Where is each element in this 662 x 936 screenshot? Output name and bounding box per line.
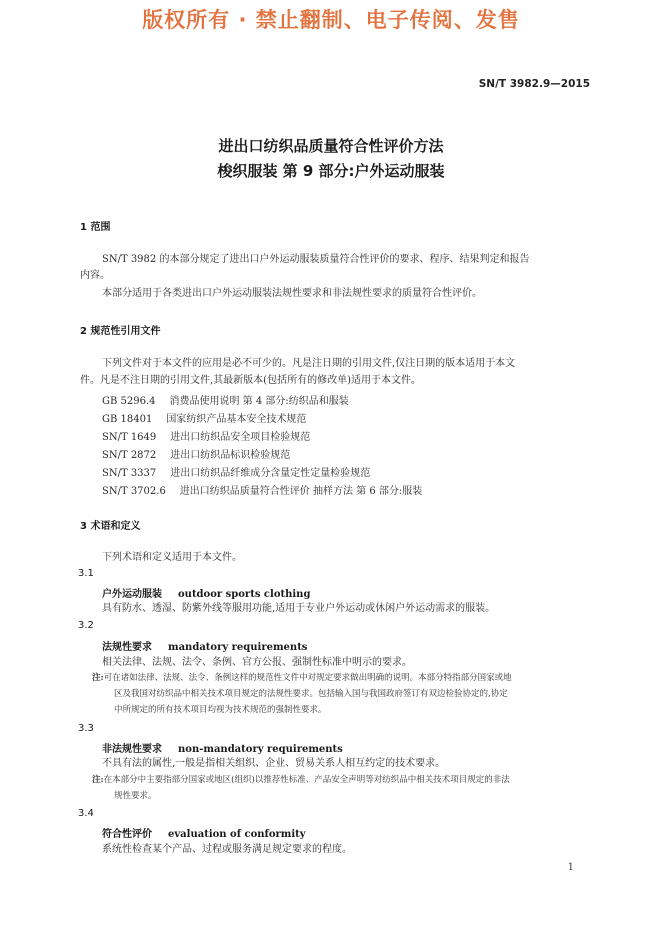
reference-item — [102, 482, 422, 497]
reference-code: GB 18401 — [102, 414, 153, 425]
reference-title: 进出口纺织品纤维成分含量定性定量检验规范 — [170, 468, 371, 479]
term-chinese: 符合性评价 — [102, 829, 152, 840]
section2-intro-line1: 下列文件对于本文件的应用是必不可少的。凡是注日期的引用文件,仅注日期的版本适用于本文 — [102, 358, 516, 369]
reference-title: 进出口纺织品标识检验规范 — [170, 450, 291, 461]
term-definition: 不具有法的属性,一般是指相关组织、企业、贸易关系人相互约定的技术要求。 — [102, 758, 446, 769]
term-chinese: 非法规性要求 — [102, 744, 162, 755]
term-note — [92, 670, 592, 718]
note-label: 注: — [92, 673, 104, 683]
term-heading — [102, 585, 310, 600]
term-english: non-mandatory requirements — [178, 744, 343, 755]
reference-title: 国家纺织产品基本安全技术规范 — [166, 414, 307, 425]
standard-code: SN/T 3982.9—2015 — [478, 78, 590, 90]
term-english: evaluation of conformity — [168, 829, 306, 840]
section2-intro-line2: 件。凡是不注日期的引用文件,其最新版本(包括所有的修改单)适用于本文件。 — [80, 375, 421, 386]
reference-code: SN/T 3337 — [102, 468, 157, 479]
term-english: mandatory requirements — [168, 642, 308, 653]
note-line: 中所规定的所有技术项目均视为技术规范的强制性要求。 — [114, 705, 327, 715]
reference-item — [102, 464, 370, 479]
term-definition: 具有防水、透湿、防紫外线等服用功能,适用于专业户外运动或休闲户外运动需求的服装。 — [102, 603, 496, 614]
reference-code: SN/T 2872 — [102, 450, 157, 461]
section1-heading: 1 范围 — [80, 222, 111, 233]
copyright-watermark: 版权所有 · 禁止翻制、电子传阅、发售 — [142, 8, 520, 32]
term-number: 3.3 — [78, 723, 94, 734]
term-chinese: 户外运动服装 — [102, 589, 162, 600]
reference-code: GB 5296.4 — [102, 396, 156, 407]
reference-code: SN/T 3702.6 — [102, 486, 166, 497]
term-heading — [102, 638, 307, 653]
section1-para1-line2: 内容。 — [80, 270, 110, 281]
note-label: 注: — [92, 775, 104, 785]
note-line: 可在诸如法律、法规、法令、条例这样的规范性文件中对规定要求做出明确的说明。本部分特指部分国家或地 — [103, 673, 512, 683]
term-number: 3.2 — [78, 620, 94, 631]
term-english: outdoor sports clothing — [178, 589, 311, 600]
term-note — [92, 772, 592, 804]
reference-code: SN/T 1649 — [102, 432, 157, 443]
term-number: 3.4 — [78, 808, 94, 819]
reference-title: 进出口纺织品安全项目检验规范 — [170, 432, 311, 443]
reference-item — [102, 410, 306, 425]
section3-heading: 3 术语和定义 — [80, 521, 141, 532]
reference-title: 消费品使用说明 第 4 部分:纺织品和服装 — [169, 396, 349, 407]
note-line: 规性要求。 — [114, 791, 157, 801]
document-title-line2: 梭织服装 第 9 部分:户外运动服装 — [217, 162, 445, 180]
section1-para2: 本部分适用于各类进出口户外运动服装法规性要求和非法规性要求的质量符合性评价。 — [102, 288, 482, 299]
reference-title: 进出口纺织品质量符合性评价 抽样方法 第 6 部分:服装 — [179, 486, 423, 497]
reference-item — [102, 446, 290, 461]
term-definition: 系统性检查某个产品、过程或服务满足规定要求的程度。 — [102, 844, 352, 855]
term-definition: 相关法律、法规、法令、条例、官方公报、强制性标准中明示的要求。 — [102, 657, 412, 668]
term-heading — [102, 740, 343, 755]
page-number: 1 — [567, 862, 574, 873]
document-title-line1: 进出口纺织品质量符合性评价方法 — [218, 137, 444, 155]
reference-item — [102, 392, 349, 407]
reference-item — [102, 428, 310, 443]
note-line: 在本部分中主要指部分国家或地区(组织)以推荐性标准、产品安全声明等对纺织品中相关技术项目规定的非法 — [103, 775, 510, 785]
section3-intro: 下列术语和定义适用于本文件。 — [102, 552, 242, 563]
term-chinese: 法规性要求 — [102, 642, 152, 653]
term-heading — [102, 825, 306, 840]
section2-heading: 2 规范性引用文件 — [80, 326, 161, 337]
section1-para1-line1: SN/T 3982 的本部分规定了进出口户外运动服装质量符合性评价的要求、程序、结果判定和报告 — [102, 254, 530, 265]
note-line: 区及我国对纺织品中相关技术项目规定的法规性要求。包括输入国与我国政府签订有双边检验协定的,协定 — [114, 689, 508, 699]
term-number: 3.1 — [78, 568, 94, 579]
